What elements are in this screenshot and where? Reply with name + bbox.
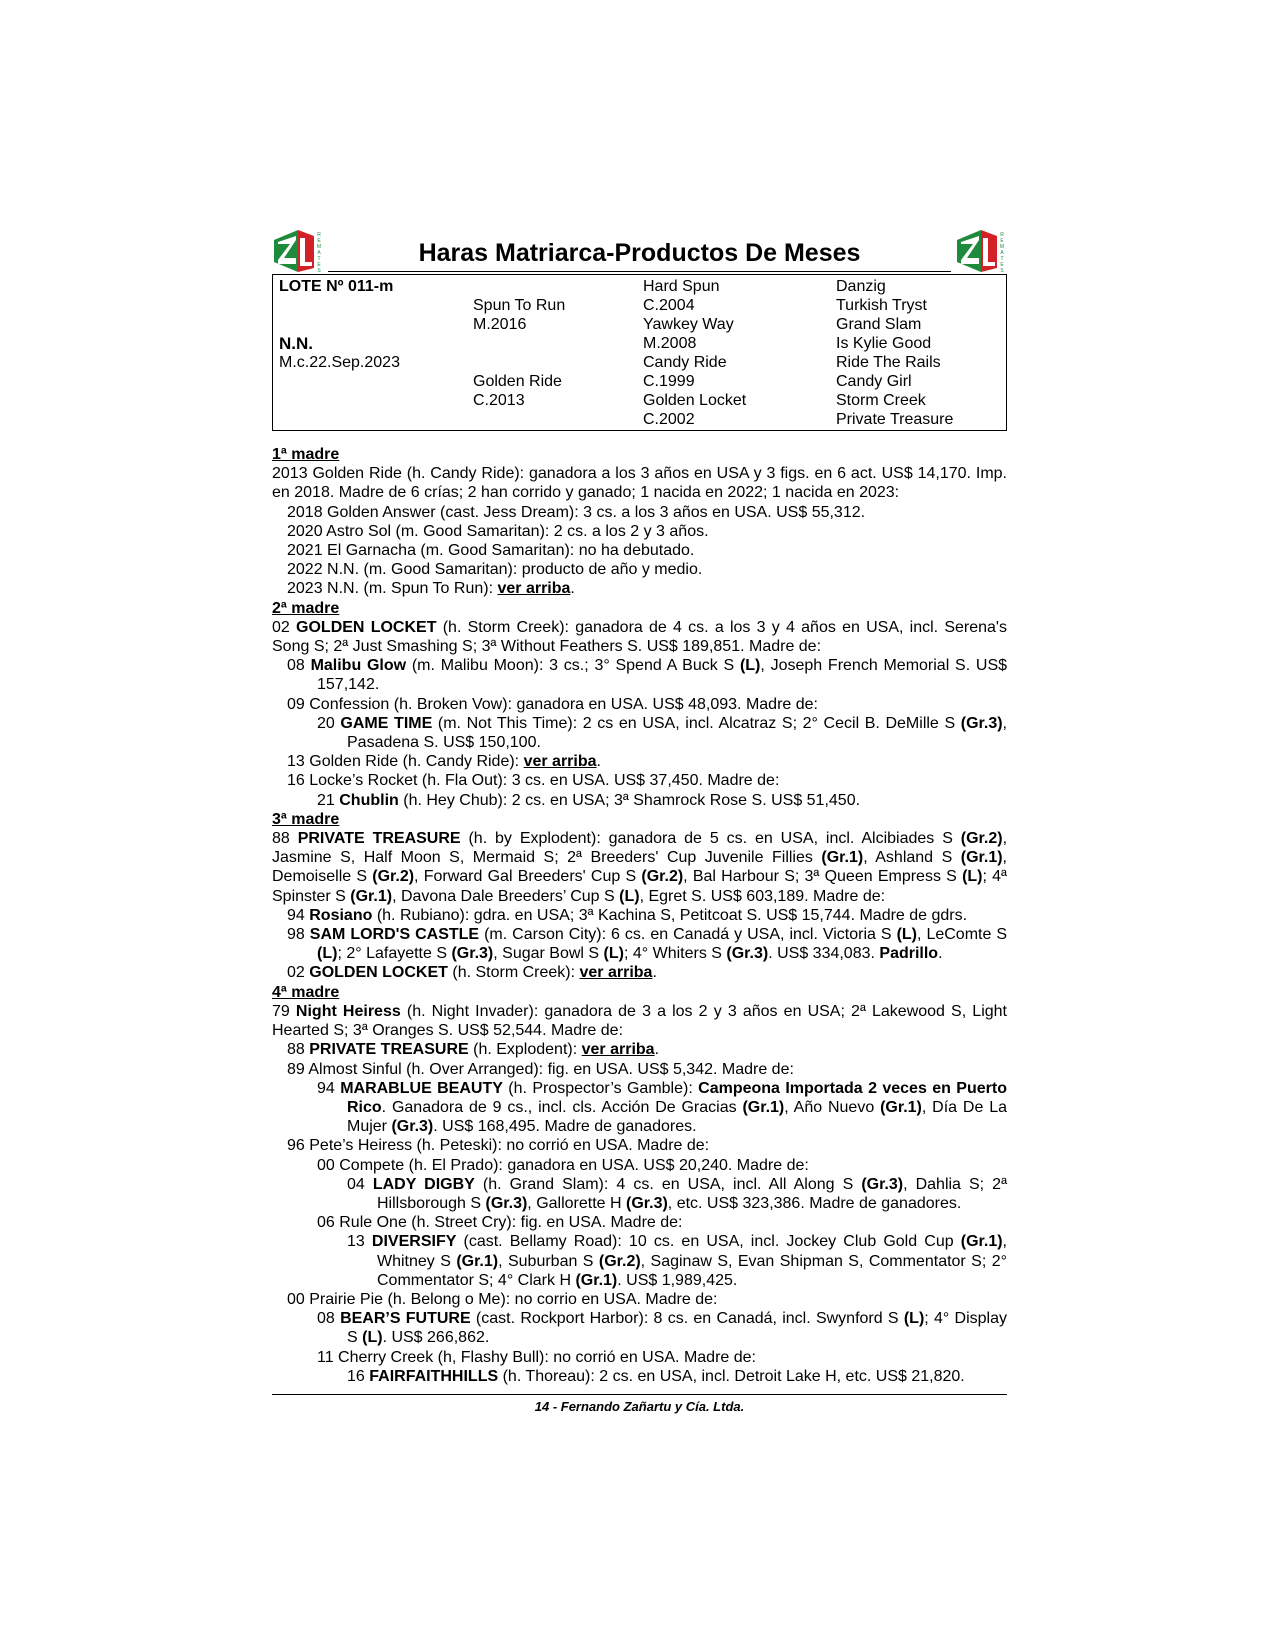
zl-remates-logo-right	[955, 228, 1007, 274]
produce-entry: 00 Prairie Pie (h. Belong o Me): no corrio en USA. Madre de:	[287, 1290, 718, 1308]
produce-entry: 2020 Astro Sol (m. Good Samaritan): 2 cs. a los 2 y 3 años.	[287, 522, 709, 540]
grandparent-cell: C.2004	[643, 297, 695, 314]
great-grandparent-cell: Storm Creek	[836, 392, 926, 409]
dam-entry: 02 GOLDEN LOCKET (h. Storm Creek): ganadora de 4 cs. a los 3 y 4 años en USA, incl. Serena's Song S; 2ª Just Smashing S; 3ª Without Feathers S. US$ 189,851. Madre de:	[272, 618, 1007, 656]
page-footer: 14 - Fernando Zañartu y Cía. Ltda.	[534, 1398, 745, 1414]
page-header	[272, 228, 1007, 278]
dam-info: C.2013	[473, 392, 525, 409]
svg-text:T: T	[317, 256, 321, 262]
great-grandparent-cell: Turkish Tryst	[836, 297, 927, 314]
svg-text:E: E	[1000, 238, 1004, 244]
produce-entry: 08 Malibu Glow (m. Malibu Moon): 3 cs.; 3° Spend A Buck S (L), Joseph French Memorial S. US$ 157,142.	[287, 657, 1008, 694]
produce-entry: 20 GAME TIME (m. Not This Time): 2 cs en USA, incl. Alcatraz S; 2° Cecil B. DeMille S (Gr.3), Pasadena S. US$ 150,100.	[317, 714, 1007, 752]
pedigree-table	[272, 274, 1007, 431]
svg-text:M: M	[999, 244, 1005, 250]
pedigree-col-grandparents	[643, 277, 746, 429]
sire-info: M.2016	[473, 316, 527, 333]
produce-entry: 02 GOLDEN LOCKET (h. Storm Creek): ver arriba.	[287, 964, 657, 982]
see-above-link: ver arriba	[523, 753, 597, 771]
great-grandparent-cell: Grand Slam	[836, 316, 922, 333]
great-grandparent-cell: Candy Girl	[836, 373, 912, 390]
grandparent-cell: Hard Spun	[643, 278, 720, 295]
produce-entry: 08 BEAR’S FUTURE (cast. Rockport Harbor): 8 cs. en Canadá, incl. Swynford S (L); 4° Display S (L). US$ 266,862.	[317, 1310, 1008, 1347]
grandparent-cell: Yawkey Way	[643, 316, 734, 333]
svg-text:E: E	[1000, 262, 1004, 268]
grandparent-cell: M.2008	[643, 335, 697, 352]
pedigree-col-great-grandparents	[836, 277, 953, 429]
page-title: Haras Matriarca-Productos De Meses	[418, 239, 861, 267]
svg-text:E: E	[317, 238, 321, 244]
svg-text:E: E	[317, 262, 321, 268]
svg-text:R: R	[317, 232, 321, 238]
produce-entry: 16 Locke’s Rocket (h. Fla Out): 3 cs. en USA. US$ 37,450. Madre de:	[287, 772, 780, 790]
sire-name: Spun To Run	[473, 297, 566, 314]
see-above-link: ver arriba	[581, 1041, 655, 1059]
foal-info: M.c.22.Sep.2023	[279, 354, 400, 371]
pedigree-col-foal	[279, 277, 400, 372]
grandparent-cell: Golden Locket	[643, 392, 747, 409]
great-grandparent-cell: Private Treasure	[836, 411, 954, 428]
produce-entry: 96 Pete’s Heiress (h. Peteski): no corrió en USA. Madre de:	[287, 1137, 710, 1155]
lot-number: LOTE Nº 011-m	[279, 278, 394, 295]
produce-entry: 94 MARABLUE BEAUTY (h. Prospector’s Gamble): Campeona Importada 2 veces en Puerto Rico. Ganadora de 9 cs., incl. cls. Acción De Gracias (Gr.1), Año Nuevo (Gr.1), Día De La Mujer (Gr.3). US$ 168,495. Madre de ganadores.	[317, 1079, 1007, 1136]
produce-entry: 21 Chublin (h. Hey Chub): 2 cs. en USA; 3ª Shamrock Rose S. US$ 51,450.	[317, 791, 861, 809]
zl-remates-logo	[272, 228, 324, 274]
family-notes	[272, 445, 1007, 1386]
produce-entry: 2021 El Garnacha (m. Good Samaritan): no ha debutado.	[287, 542, 695, 560]
grandparent-cell: C.2002	[643, 411, 695, 428]
great-grandparent-cell: Is Kylie Good	[836, 335, 932, 352]
produce-entry: 04 LADY DIGBY (h. Grand Slam): 4 cs. en USA, incl. All Along S (Gr.3), Dahlia S; 2ª Hillsborough S (Gr.3), Gallorette H (Gr.3), etc. US$ 323,386. Madre de ganadores.	[347, 1175, 1007, 1212]
produce-entry: 09 Confession (h. Broken Vow): ganadora en USA. US$ 48,093. Madre de:	[287, 695, 818, 713]
great-grandparent-cell: Ride The Rails	[836, 354, 941, 371]
section-heading: 1ª madre	[272, 446, 340, 463]
catalog-page	[272, 228, 1007, 1414]
produce-entry: 88 PRIVATE TREASURE (h. Explodent): ver arriba.	[287, 1041, 660, 1059]
grandparent-cell: C.1999	[643, 373, 695, 390]
produce-entry: 13 Golden Ride (h. Candy Ride): ver arriba.	[287, 753, 601, 771]
produce-entry: 00 Compete (h. El Prado): ganadora en USA. US$ 20,240. Madre de:	[317, 1156, 809, 1174]
produce-entry: 94 Rosiano (h. Rubiano): gdra. en USA; 3ª Kachina S, Petitcoat S. US$ 15,744. Madre de gdrs.	[287, 906, 968, 924]
see-above-link: ver arriba	[497, 580, 571, 598]
dam-entry: 2013 Golden Ride (h. Candy Ride): ganadora a los 3 años en USA y 3 figs. en 6 act. US$ 14,170. Imp. en 2018. Madre de 6 crías; 2 han corrido y ganado; 1 nacida en 2022; 1 nacida en 2023:	[272, 465, 1007, 502]
dam-entry: 79 Night Heiress (h. Night Invader): ganadora de 3 a los 2 y 3 años en USA; 2ª Lakewood S, Light Hearted S; 3ª Oranges S. US$ 52,544. Madre de:	[272, 1002, 1007, 1040]
produce-entry: 98 SAM LORD'S CASTLE (m. Carson City): 6 cs. en Canadá y USA, incl. Victoria S (L), LeComte S (L); 2° Lafayette S (Gr.3), Sugar Bowl S (L); 4° Whiters S (Gr.3). US$ 334,083. Padrillo.	[287, 926, 1008, 963]
produce-entry: 2022 N.N. (m. Good Samaritan): producto de año y medio.	[287, 561, 703, 579]
produce-entry: 2023 N.N. (m. Spun To Run): ver arriba.	[287, 580, 575, 598]
great-grandparent-cell: Danzig	[836, 278, 886, 295]
svg-text:S: S	[1000, 268, 1004, 274]
header-rule	[328, 271, 951, 272]
pedigree-col-parents	[473, 277, 565, 410]
section-heading: 2ª madre	[272, 599, 340, 617]
dam-name: Golden Ride	[473, 373, 562, 390]
produce-entry: 06 Rule One (h. Street Cry): fig. en USA. Madre de:	[317, 1214, 683, 1232]
svg-text:T: T	[1000, 256, 1004, 262]
svg-text:R: R	[1000, 232, 1004, 238]
dam-entry: 88 PRIVATE TREASURE (h. by Explodent): ganadora de 5 cs. en USA, incl. Alcibiades S (Gr.2), Jasmine S, Half Moon S, Mermaid S; 2ª Breeders' Cup Juvenile Fillies (Gr.1), Ashland S (Gr.1), Demoiselle S (Gr.2), Forward Gal Breeders' Cup S (Gr.2), Bal Harbour S; 3ª Queen Empress S (L); 4ª Spinster S (Gr.1), Davona Dale Breeders’ Cup S (L), Egret S. US$ 603,189. Madre de:	[272, 830, 1008, 905]
footer-rule	[272, 1394, 1007, 1395]
svg-text:M: M	[316, 244, 322, 250]
produce-entry: 11 Cherry Creek (h, Flashy Bull): no corrió en USA. Madre de:	[317, 1348, 756, 1366]
svg-text:S: S	[317, 268, 321, 274]
produce-entry: 13 DIVERSIFY (cast. Bellamy Road): 10 cs. en USA, incl. Jockey Club Gold Cup (Gr.1), Whitney S (Gr.1), Suburban S (Gr.2), Saginaw S, Evan Shipman S, Commentator S; 2° Commentator S; 4° Clark H (Gr.1). US$ 1,989,425.	[347, 1233, 1008, 1289]
foal-name: N.N.	[279, 334, 313, 353]
section-heading: 3ª madre	[272, 810, 340, 828]
see-above-link: ver arriba	[579, 964, 653, 982]
svg-text:A: A	[317, 250, 321, 256]
svg-text:A: A	[1000, 250, 1004, 256]
grandparent-cell: Candy Ride	[643, 354, 727, 371]
produce-entry: 2018 Golden Answer (cast. Jess Dream): 3 cs. a los 3 años en USA. US$ 55,312.	[287, 503, 866, 521]
section-heading: 4ª madre	[272, 983, 340, 1001]
produce-entry: 16 FAIRFAITHHILLS (h. Thoreau): 2 cs. en USA, incl. Detroit Lake H, etc. US$ 21,820.	[347, 1367, 965, 1385]
produce-entry: 89 Almost Sinful (h. Over Arranged): fig. en USA. US$ 5,342. Madre de:	[287, 1060, 794, 1078]
